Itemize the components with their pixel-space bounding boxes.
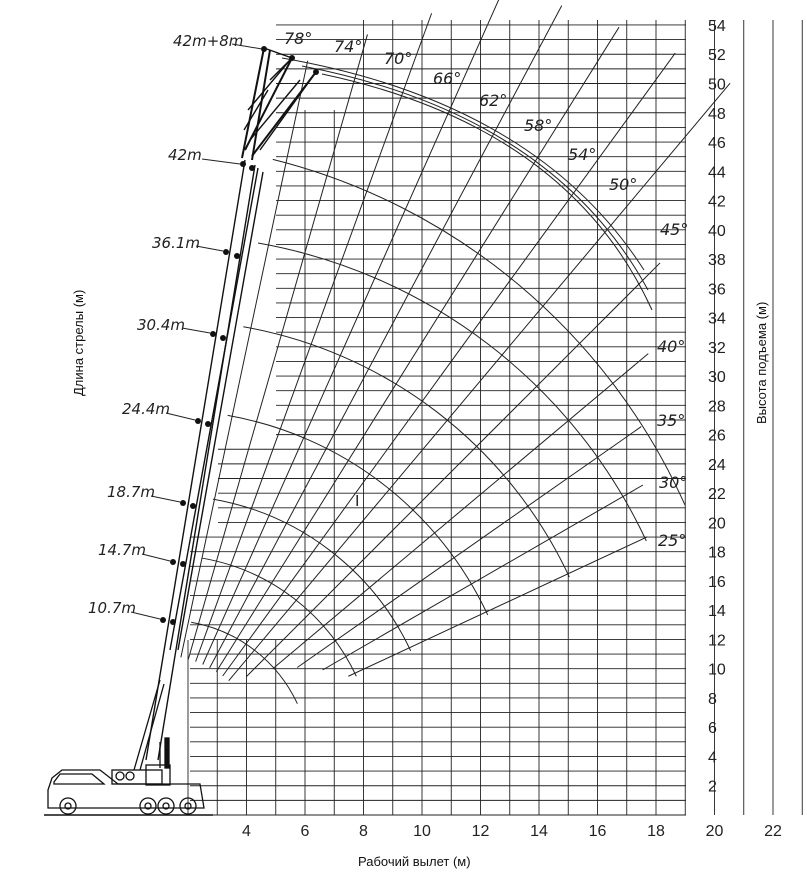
y-tick-label: 8	[708, 690, 717, 708]
angle-label-30: 30°	[659, 473, 688, 492]
boom-label-36: 36.1m	[152, 234, 201, 252]
boom-arc	[191, 622, 297, 704]
x-tick-label: 14	[530, 823, 548, 840]
angle-label-40: 40°	[657, 337, 686, 356]
y-tick-label: 26	[708, 427, 726, 445]
jib-arc	[282, 58, 644, 270]
angle-label-35: 35°	[657, 411, 686, 430]
y-tick-label: 20	[708, 515, 726, 533]
angle-label-45: 45°	[660, 220, 689, 239]
x-tick-label: 10	[413, 823, 431, 840]
boom-arc	[258, 243, 646, 541]
y-tick-label: 16	[708, 573, 726, 591]
y-tick-label: 40	[708, 222, 726, 240]
angle-label-54: 54°	[568, 145, 597, 164]
y-tick-label: 12	[708, 632, 726, 650]
y-tick-label: 48	[708, 105, 726, 123]
x-tick-label: 6	[300, 823, 310, 840]
y-tick-label: 52	[708, 47, 726, 65]
boom-label-30: 30.4m	[137, 316, 186, 334]
y-tick-label: 38	[708, 252, 726, 270]
x-tick-label: 4	[242, 823, 251, 840]
x-tick-label: 20	[705, 823, 724, 840]
boom-label-10: 10.7m	[88, 599, 137, 617]
x-tick-label: 8	[359, 823, 368, 840]
y-tick-label: 10	[708, 661, 726, 679]
x-axis-ticks	[242, 823, 807, 840]
x-tick-label: 12	[471, 823, 490, 840]
angle-ray	[196, 13, 432, 661]
y-tick-label: 14	[708, 603, 726, 621]
angle-ray	[246, 263, 660, 677]
x-tick-label: 16	[588, 823, 607, 840]
crane-truck	[48, 680, 204, 814]
boom-joints	[160, 46, 319, 625]
y-tick-label: 22	[708, 486, 726, 504]
boom-label-18: 18.7m	[107, 483, 156, 501]
y-axis-ticks	[708, 18, 726, 796]
y-tick-label: 6	[708, 720, 717, 738]
y-tick-label: 50	[708, 76, 726, 94]
y-tick-label: 34	[708, 310, 726, 328]
y-tick-label: 32	[708, 339, 726, 357]
boom-label-42: 42m	[168, 146, 202, 164]
x-tick-label: 18	[647, 823, 665, 840]
angle-label-50: 50°	[609, 175, 638, 194]
angle-label-25: 25°	[658, 531, 687, 550]
boom-label-24: 24.4m	[122, 400, 171, 418]
angle-label-66: 66°	[433, 69, 462, 88]
angle-label-58: 58°	[524, 116, 553, 135]
x-tick-label: 22	[764, 823, 782, 840]
y-tick-label: 46	[708, 135, 726, 153]
angle-ray	[273, 354, 648, 669]
y-tick-label: 28	[708, 398, 726, 416]
boom-label-42-8: 42m+8m	[173, 32, 244, 50]
jib-arc	[302, 66, 648, 290]
boom-arc	[243, 327, 569, 577]
y-tick-label: 2	[708, 778, 717, 796]
angle-label-74: 74°	[334, 37, 363, 56]
y-tick-label: 44	[708, 164, 726, 182]
x-axis-title: Рабочий вылет (м)	[358, 854, 471, 869]
y-tick-label: 30	[708, 369, 726, 387]
angle-label-78: 78°	[284, 29, 313, 48]
y-tick-label: 24	[708, 456, 726, 474]
boom-label-14: 14.7m	[98, 541, 147, 559]
y-tick-label: 54	[708, 17, 726, 35]
position-marker: I	[355, 493, 360, 510]
angle-ray	[229, 83, 730, 681]
y-left-axis-title: Длина стрелы (м)	[71, 289, 86, 396]
angle-ray	[323, 485, 643, 670]
angle-ray	[210, 6, 562, 668]
y-tick-label: 36	[708, 281, 726, 299]
angle-label-62: 62°	[479, 91, 508, 110]
boom-length-arcs	[191, 58, 688, 704]
angle-labels	[284, 29, 688, 550]
y-tick-label: 42	[708, 193, 726, 211]
boom-arc	[202, 558, 356, 676]
angle-ray	[297, 427, 641, 668]
y-tick-label: 4	[708, 749, 717, 767]
angle-label-70: 70°	[384, 49, 413, 68]
y-right-axis-title: Высота подъема (м)	[754, 301, 769, 424]
angle-ray	[223, 53, 676, 676]
y-tick-label: 18	[708, 544, 726, 562]
